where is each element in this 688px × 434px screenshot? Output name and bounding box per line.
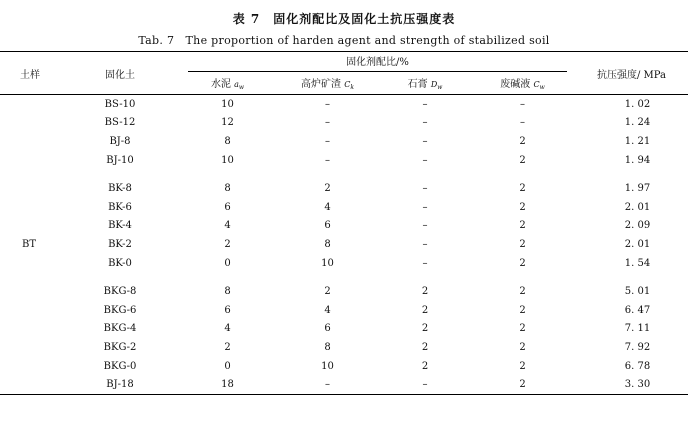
cell-strength: 6. 47 bbox=[624, 304, 651, 316]
header-gypsum: 石膏 $D_w$ bbox=[380, 72, 470, 95]
cell-slag: 10 bbox=[321, 360, 334, 372]
table-row bbox=[0, 132, 688, 151]
cell-cement: 10 bbox=[221, 154, 234, 166]
cell-cement: 10 bbox=[221, 98, 234, 110]
soil-sample-cell: BT bbox=[0, 95, 60, 395]
cell-alkali: – bbox=[520, 117, 525, 129]
table-body bbox=[0, 95, 688, 395]
header-soil-sample: 土样 bbox=[0, 52, 60, 95]
cell-cement: 8 bbox=[224, 135, 231, 147]
cell-cement: 8 bbox=[224, 286, 231, 298]
cell-gypsum: – bbox=[422, 257, 428, 269]
cell-strength: 6. 78 bbox=[624, 360, 651, 372]
cell-cement: 18 bbox=[180, 375, 275, 394]
cell-gypsum: 2 bbox=[421, 323, 429, 335]
cell-name: BK-0 bbox=[108, 257, 132, 269]
table-row bbox=[0, 114, 688, 133]
cell-cement: 6 bbox=[224, 201, 231, 213]
cell-name: BKG-8 bbox=[103, 286, 137, 298]
cell-strength: 7. 92 bbox=[624, 341, 651, 353]
cell-name: BKG-2 bbox=[103, 341, 137, 353]
cell-strength: 1. 94 bbox=[624, 154, 651, 166]
header-cement-label: 水泥 bbox=[210, 79, 235, 90]
cell-cement: 6 bbox=[224, 304, 231, 316]
cell-gypsum: – bbox=[422, 183, 428, 195]
cell-cement: 2 bbox=[224, 238, 231, 250]
cell-cement: 2 bbox=[224, 341, 231, 353]
cell-name: BK-2 bbox=[108, 238, 132, 250]
cell-gypsum: – bbox=[422, 117, 428, 129]
cell-alkali: 2 bbox=[519, 238, 526, 250]
cell-strength: 7. 11 bbox=[624, 323, 651, 335]
cell-strength: 1. 54 bbox=[624, 257, 651, 269]
cell-name: BK-8 bbox=[108, 183, 132, 195]
cell-name: BK-6 bbox=[108, 201, 132, 213]
table-row bbox=[0, 254, 688, 273]
cell-alkali: 2 bbox=[519, 323, 526, 335]
cell-slag: 2 bbox=[324, 183, 331, 195]
table-row bbox=[0, 198, 688, 217]
header-gypsum-label: 石膏 bbox=[407, 79, 431, 90]
cell-strength: 1. 02 bbox=[624, 98, 651, 110]
cell-cement: 0 bbox=[224, 360, 231, 372]
cell-gypsum: – bbox=[422, 135, 428, 147]
cell-gypsum: – bbox=[422, 220, 428, 232]
header-stabilized-soil: 固化土 bbox=[60, 52, 180, 95]
cell-cement: 4 bbox=[224, 323, 231, 335]
cell-name: BS-12 bbox=[104, 117, 136, 129]
cell-alkali: 2 bbox=[519, 135, 526, 147]
data-table bbox=[0, 51, 688, 395]
cell-alkali: 2 bbox=[519, 201, 526, 213]
header-cement-sub: a bbox=[234, 80, 239, 89]
cell-slag: 6 bbox=[324, 220, 331, 232]
cell-alkali: – bbox=[520, 98, 525, 110]
cell-alkali: 2 bbox=[519, 360, 526, 372]
table-row bbox=[0, 217, 688, 236]
cell-strength: 5. 01 bbox=[624, 286, 651, 298]
cell-alkali: 2 bbox=[519, 220, 526, 232]
header-strength: 抗压强度/ MPa bbox=[575, 52, 688, 95]
cell-name: BKG-4 bbox=[103, 323, 137, 335]
cell-gypsum: – bbox=[422, 98, 428, 110]
header-alkali-sub: C bbox=[533, 80, 540, 89]
table-row bbox=[0, 151, 688, 170]
cell-gypsum: 2 bbox=[421, 341, 429, 353]
cell-cement: 0 bbox=[224, 257, 231, 269]
cell-strength: 1. 21 bbox=[624, 135, 651, 147]
cell-alkali: 2 bbox=[470, 375, 575, 394]
cell-gypsum: – bbox=[422, 201, 428, 213]
cell-name: BKG-0 bbox=[103, 360, 137, 372]
cell-slag: – bbox=[325, 135, 330, 147]
header-agent-ratio bbox=[180, 52, 575, 73]
cell-name: BJ-8 bbox=[109, 135, 131, 147]
table-title-cn: 表 7 固化剂配比及固化土抗压强度表 bbox=[232, 12, 456, 26]
header-alkali: 废碱液 $C_w$ bbox=[470, 72, 575, 95]
cell-slag: 4 bbox=[324, 304, 331, 316]
cell-cement: 12 bbox=[221, 117, 234, 129]
cell-gypsum: – bbox=[422, 154, 428, 166]
cell-cement: 8 bbox=[224, 183, 231, 195]
table-row bbox=[0, 95, 688, 114]
table-title-en: Tab. 7 The proportion of harden agent and strength of stabilized soil bbox=[138, 34, 550, 47]
table-row bbox=[0, 320, 688, 339]
cell-alkali: 2 bbox=[519, 304, 526, 316]
cell-alkali: 2 bbox=[519, 257, 526, 269]
cell-name: BJ-10 bbox=[106, 154, 134, 166]
cell-name: BKG-6 bbox=[103, 304, 137, 316]
header-slag: 高炉矿渣 $C_k$ bbox=[275, 72, 380, 95]
header-alkali-label: 废碱液 bbox=[500, 79, 534, 90]
cell-slag: 2 bbox=[324, 286, 331, 298]
table-row bbox=[0, 301, 688, 320]
cell-alkali: 2 bbox=[519, 183, 526, 195]
table-row bbox=[0, 375, 688, 394]
table-row bbox=[0, 338, 688, 357]
cell-cement: 4 bbox=[224, 220, 231, 232]
cell-strength: 1. 24 bbox=[624, 117, 651, 129]
table-row bbox=[0, 235, 688, 254]
header-slag-sub: C bbox=[344, 80, 351, 89]
cell-slag: 4 bbox=[324, 201, 331, 213]
cell-strength: 2. 01 bbox=[624, 201, 651, 213]
header-cement: 水泥 $a_w$ bbox=[180, 72, 275, 95]
table-row bbox=[0, 272, 688, 301]
cell-gypsum: – bbox=[422, 238, 428, 250]
table-row bbox=[0, 357, 688, 376]
cell-name: BS-10 bbox=[104, 98, 136, 110]
cell-slag: 10 bbox=[321, 257, 334, 269]
header-gypsum-sub: D bbox=[430, 80, 438, 89]
cell-name: BJ-18 bbox=[60, 375, 180, 394]
cell-slag: 8 bbox=[324, 238, 331, 250]
cell-alkali: 2 bbox=[519, 154, 526, 166]
cell-strength: 2. 09 bbox=[624, 220, 651, 232]
cell-alkali: 2 bbox=[519, 286, 526, 298]
cell-gypsum: 2 bbox=[421, 286, 429, 298]
header-slag-label: 高炉矿渣 bbox=[301, 79, 345, 90]
cell-slag: 6 bbox=[324, 323, 331, 335]
cell-slag: – bbox=[325, 154, 330, 166]
cell-slag: – bbox=[325, 117, 330, 129]
cell-gypsum: 2 bbox=[421, 304, 429, 316]
header-agent-ratio-label: 固化剂配比/% bbox=[188, 53, 567, 72]
cell-gypsum: 2 bbox=[421, 360, 429, 372]
cell-slag: – bbox=[275, 375, 380, 394]
cell-name: BK-4 bbox=[108, 220, 132, 232]
cell-gypsum: – bbox=[380, 375, 470, 394]
cell-alkali: 2 bbox=[519, 341, 526, 353]
cell-slag: 8 bbox=[324, 341, 331, 353]
cell-slag: – bbox=[325, 98, 330, 110]
cell-strength: 3. 30 bbox=[575, 375, 688, 394]
cell-strength: 1. 97 bbox=[624, 183, 651, 195]
table-row bbox=[0, 169, 688, 198]
cell-strength: 2. 01 bbox=[624, 238, 651, 250]
